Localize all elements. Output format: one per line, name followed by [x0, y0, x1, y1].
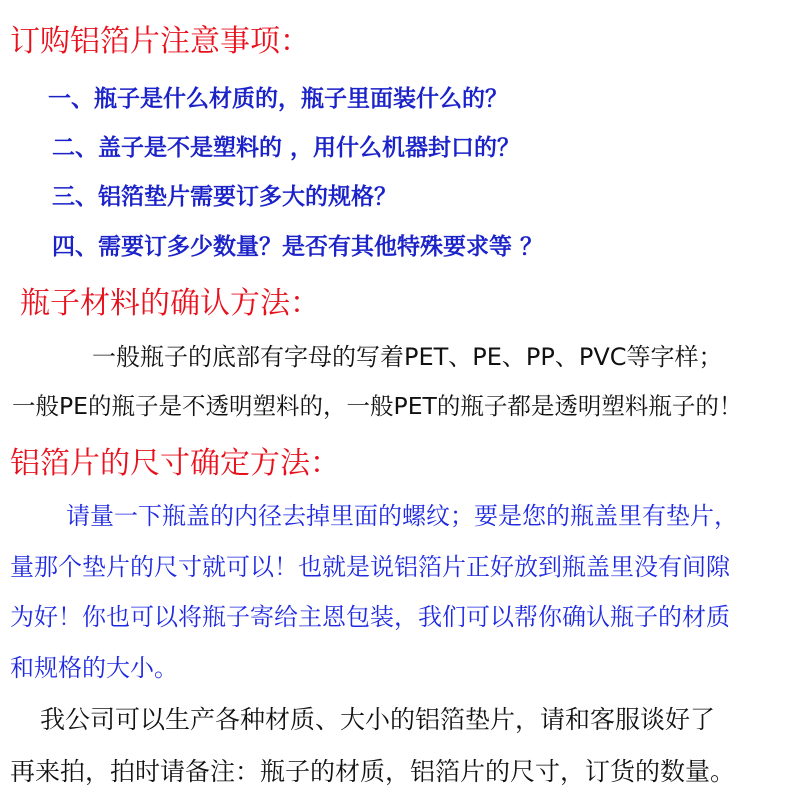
question-2: 二、盖子是不是塑料的 ，用什么机器封口的？: [52, 135, 521, 161]
size-line-1: 请量一下瓶盖的内径去掉里面的螺纹；要是您的瓶盖里有垫片，: [66, 502, 738, 530]
size-line-3: 为好！你也可以将瓶子寄给主恩包装，我们可以帮你确认瓶子的材质: [10, 603, 730, 631]
material-line-2: 一般PE的瓶子是不透明塑料的，一般PET的瓶子都是透明塑料瓶子的！: [12, 392, 743, 420]
size-line-2: 量那个垫片的尺寸就可以！也就是说铝箔片正好放到瓶盖里没有间隙: [10, 553, 730, 581]
size-line-4: 和规格的大小。: [10, 654, 178, 682]
material-line-1: 一般瓶子的底部有字母的写着PET、PE、PP、PVC等字样；: [92, 343, 723, 371]
size-method-title: 铝箔片的尺寸确定方法：: [10, 446, 340, 481]
question-3: 三、铝箔垫片需要订多大的规格？: [52, 184, 397, 210]
company-line-1: 我公司可以生产各种材质、大小的铝箔垫片，请和客服谈好了: [40, 705, 716, 734]
material-method-title: 瓶子材料的确认方法：: [20, 286, 320, 321]
company-line-2: 再来拍，拍时请备注：瓶子的材质，铝箔片的尺寸，订货的数量。: [10, 757, 736, 786]
question-1: 一、瓶子是什么材质的，瓶子里面装什么的？: [48, 86, 508, 112]
notice-title: 订购铝箔片注意事项：: [10, 24, 310, 59]
question-4: 四、需要订多少数量？是否有其他特殊要求等 ？: [52, 234, 544, 260]
